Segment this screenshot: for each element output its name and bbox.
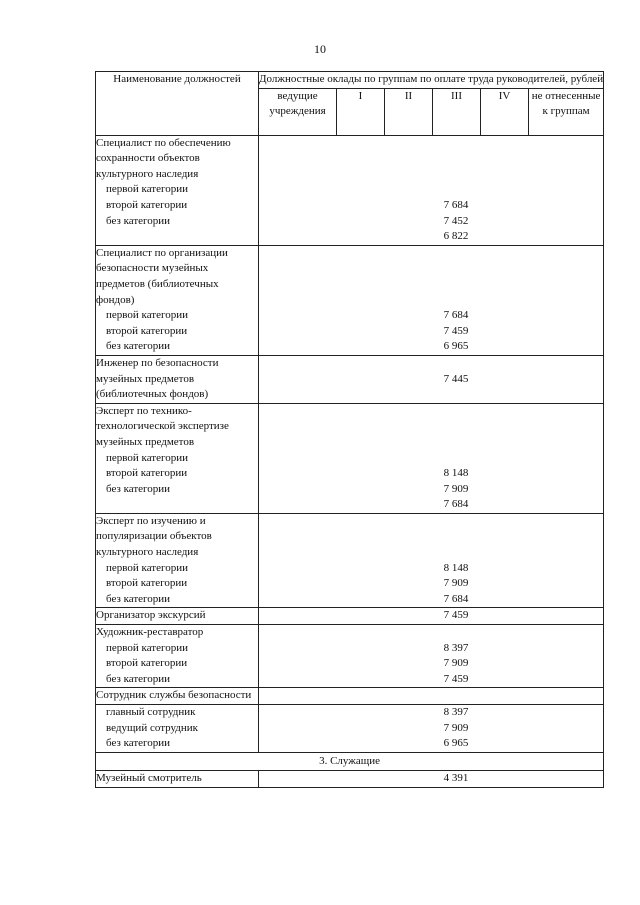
header-col-i: I (337, 88, 385, 135)
position-cell (96, 625, 259, 688)
position-title: Эксперт по изучению и популяризации объектов культурного наследия (96, 514, 212, 559)
salary-value: 8 397 (443, 641, 469, 654)
position-cell (96, 355, 259, 403)
salary-cell (259, 771, 604, 788)
salary-cell (259, 705, 604, 753)
salary-value: 7 909 (443, 721, 469, 734)
salary-value: 6 965 (443, 737, 469, 750)
salary-value: 7 684 (443, 592, 469, 605)
category-label: второй категории (106, 657, 188, 670)
salary-cell (259, 513, 604, 608)
page-number: 10 (314, 42, 326, 56)
position-cell (96, 135, 259, 245)
position-cell (96, 403, 259, 513)
category-label: без категории (106, 214, 171, 227)
table-row (96, 771, 604, 788)
salary-value: 7 684 (443, 198, 469, 211)
category-label: второй категории (106, 467, 188, 480)
category-label: без категории (106, 672, 171, 685)
table-row (96, 403, 604, 513)
position-title: Сотрудник службы безопасности (96, 689, 252, 702)
salary-value: 7 459 (443, 324, 469, 337)
salary-cell (259, 135, 604, 245)
position-cell (96, 245, 259, 355)
salary-cell (259, 355, 604, 403)
salary-value: 4 391 (443, 772, 469, 785)
position-cell (96, 608, 259, 625)
header-group-caption: Должностные оклады по группам по оплате труда руководителей, рублей (259, 72, 604, 89)
table-row (96, 513, 604, 608)
position-title: Специалист по обеспечению сохранности объектов культурного наследия (96, 136, 231, 180)
category-label: второй категории (106, 577, 188, 590)
category-label: первой категории (106, 561, 189, 574)
position-cell (96, 688, 259, 705)
position-title: Музейный смотритель (96, 772, 202, 785)
salary-value: 7 459 (443, 609, 469, 622)
table-row (96, 688, 604, 705)
salary-table (95, 71, 604, 788)
category-label: главный сотрудник (106, 706, 196, 719)
salary-value: 7 684 (443, 498, 469, 511)
salary-value: 7 909 (443, 577, 469, 590)
salary-value: 7 909 (443, 657, 469, 670)
salary-value: 6 822 (443, 230, 469, 243)
position-title: Эксперт по технико-технологической экспертизе музейных предметов (96, 404, 229, 448)
salary-value: 7 452 (443, 214, 469, 227)
salary-cell (259, 625, 604, 688)
header-col-unassigned: не отнесенные к группам (529, 88, 604, 135)
header-col-iv: IV (481, 88, 529, 135)
table-row (96, 355, 604, 403)
category-label: ведущий сотрудник (106, 721, 199, 734)
category-label: без категории (106, 482, 171, 495)
salary-cell (259, 403, 604, 513)
header-name-column: Наименование должностей (96, 72, 259, 136)
salary-value: 7 459 (443, 672, 469, 685)
category-label: без категории (106, 340, 171, 353)
salary-cell (259, 688, 604, 705)
salary-cell (259, 245, 604, 355)
category-label: первой категории (106, 451, 189, 464)
table-body (96, 135, 604, 787)
salary-value: 7 909 (443, 482, 469, 495)
table-row (96, 135, 604, 245)
table-row (96, 625, 604, 688)
position-title: Художник-реставратор (96, 626, 204, 639)
category-label: первой категории (106, 641, 189, 654)
position-title: Специалист по организации безопасности музейных предметов (библиотечных фондов) (96, 246, 228, 306)
salary-value: 8 148 (443, 561, 469, 574)
header-col-leading: ведущие учреждения (259, 88, 337, 135)
category-label: первой категории (106, 183, 189, 196)
position-title: Организатор экскурсий (96, 609, 206, 622)
salary-value: 7 684 (443, 309, 469, 322)
category-label: без категории (106, 592, 171, 605)
category-label: второй категории (106, 198, 188, 211)
salary-value: 8 397 (443, 706, 469, 719)
position-cell (96, 513, 259, 608)
table-row (96, 608, 604, 625)
category-label: второй категории (106, 324, 188, 337)
salary-cell (259, 608, 604, 625)
category-label: без категории (106, 737, 171, 750)
header-col-ii: II (385, 88, 433, 135)
salary-value: 6 965 (443, 340, 469, 353)
position-cell (96, 771, 259, 788)
section-row (96, 752, 604, 771)
position-title: Инженер по безопасности музейных предметов (библиотечных фондов) (96, 356, 219, 401)
category-label: первой категории (106, 309, 189, 322)
section-heading: 3. Служащие (96, 752, 604, 771)
table-row (96, 245, 604, 355)
position-cell (96, 705, 259, 753)
table-row (96, 705, 604, 753)
header-col-iii: III (433, 88, 481, 135)
salary-value: 8 148 (443, 467, 469, 480)
salary-value: 7 445 (443, 372, 469, 385)
